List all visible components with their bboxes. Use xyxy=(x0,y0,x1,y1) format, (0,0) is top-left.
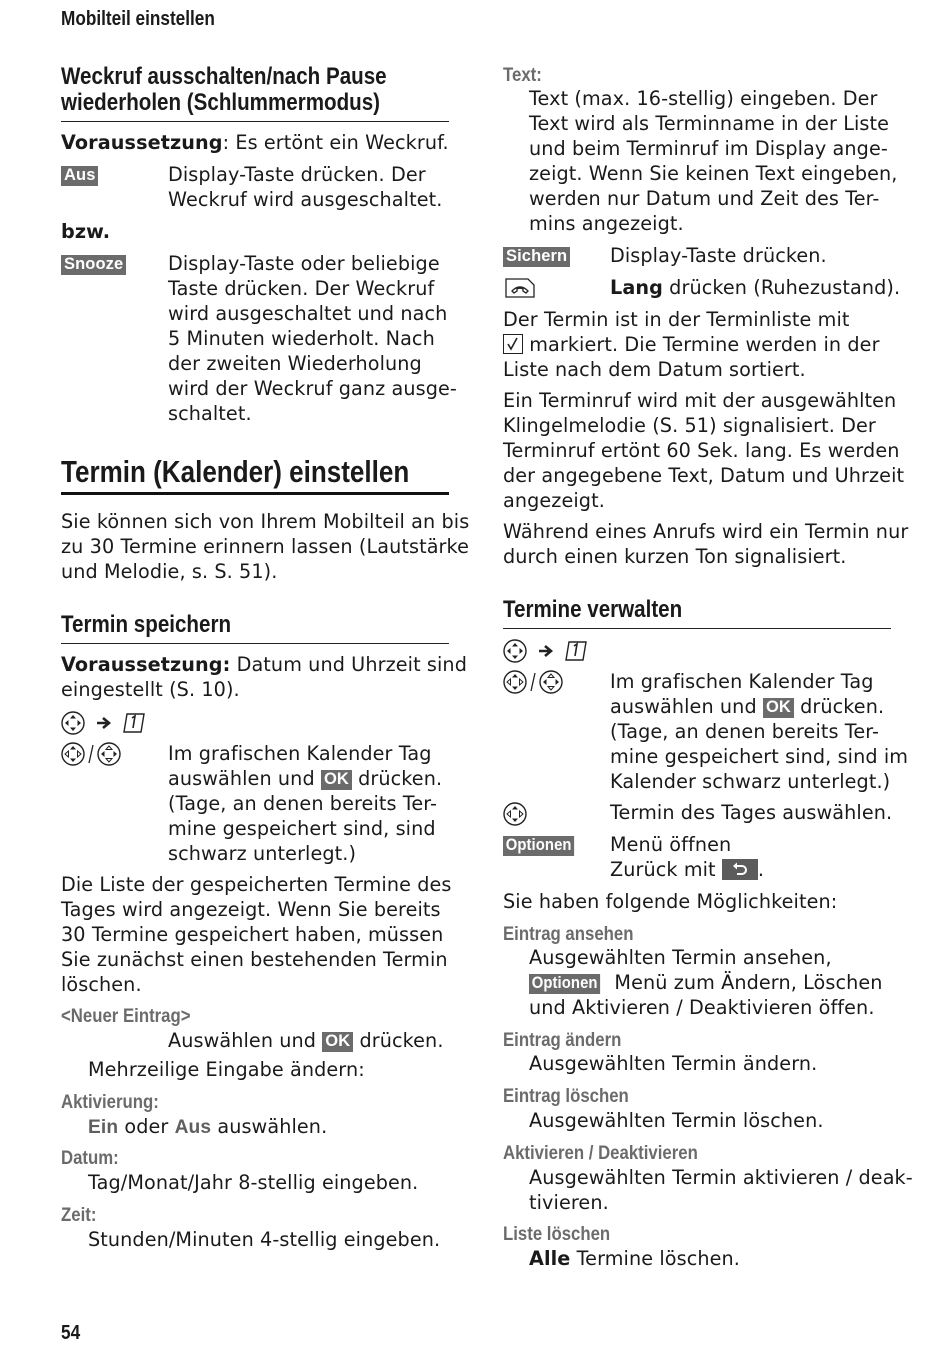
time-label-wrap xyxy=(61,1203,102,1227)
multiline-edit-text: Mehrzeilige Eingabe ändern: xyxy=(88,1058,365,1081)
lang-text: Lang xyxy=(610,276,663,299)
options-desc: Menü öffnen xyxy=(610,833,732,856)
snooze-desc-line: wird ausgeschaltet und nach xyxy=(168,302,448,325)
clear-rest: Termine löschen. xyxy=(570,1247,740,1270)
date-desc: Tag/Monat/Jahr 8-stellig eingeben. xyxy=(88,1171,419,1194)
activation-label-wrap xyxy=(61,1090,175,1114)
end-key-desc xyxy=(610,275,900,300)
ok-key[interactable]: OK xyxy=(322,1032,353,1052)
optionen-display-key[interactable]: Optionen xyxy=(503,836,574,856)
manage-select-post: drücken. xyxy=(793,695,885,718)
text-label: Text: xyxy=(503,64,542,86)
new-entry-label-wrap xyxy=(61,1004,212,1028)
view-label-wrap xyxy=(503,922,655,946)
text-desc-line: Text wird als Terminname in der Liste xyxy=(529,112,890,135)
back-post: . xyxy=(757,858,765,881)
list-para-line: löschen. xyxy=(61,973,142,996)
ok-key[interactable]: OK xyxy=(763,698,794,718)
edit-label-wrap xyxy=(503,1028,641,1052)
optionen-display-key[interactable]: Optionen xyxy=(529,974,600,994)
calendar-intro-line: zu 30 Termine erinnern lassen (Lautstärke xyxy=(61,535,469,558)
clear-list-option[interactable]: Liste löschen xyxy=(503,1223,611,1245)
back-text: Zurück mit xyxy=(610,858,722,881)
list-para-line: Die Liste der gespeicherten Termine des xyxy=(61,873,452,896)
delete-label-wrap xyxy=(503,1084,649,1108)
nav-keys-icon xyxy=(503,669,565,695)
activation-label: Aktivierung: xyxy=(61,1091,159,1113)
or-label: bzw. xyxy=(61,220,111,243)
snooze-prerequisite xyxy=(61,130,449,155)
running-head: Mobilteil einstellen xyxy=(61,8,215,30)
alle-text: Alle xyxy=(529,1247,571,1270)
marked-line2-text: markiert. Die Termine werden in der xyxy=(523,333,880,356)
page-number: 54 xyxy=(61,1322,81,1344)
activation-desc xyxy=(88,1114,327,1140)
manage-section-title: Termine verwalten xyxy=(503,596,683,623)
time-desc: Stunden/Minuten 4-stellig eingeben. xyxy=(88,1228,441,1251)
aus-desc-line2: Weckruf wird ausgeschaltet. xyxy=(168,188,443,211)
manage-title-rule xyxy=(503,628,891,629)
sichern-display-key[interactable]: Sichern xyxy=(503,247,570,267)
save-prereq-text: Datum und Uhrzeit sind xyxy=(230,653,467,676)
save-key-row xyxy=(503,243,570,268)
nav-key-pair[interactable] xyxy=(61,741,123,771)
snooze-title-rule xyxy=(61,121,449,122)
toggle-label-wrap xyxy=(503,1141,730,1165)
save-prereq-label: Voraussetzung: xyxy=(61,653,231,676)
choose-desc: Termin des Tages auswählen. xyxy=(610,801,893,824)
prereq-text: : Es ertönt ein Weckruf. xyxy=(222,131,449,154)
snooze-display-key[interactable]: Snooze xyxy=(61,255,126,275)
menu-path xyxy=(61,710,157,740)
updown-key[interactable] xyxy=(503,801,529,831)
delete-desc: Ausgewählten Termin löschen. xyxy=(529,1109,824,1132)
edit-entry-option[interactable]: Eintrag ändern xyxy=(503,1029,622,1051)
aus-desc-line1: Display-Taste drücken. Der xyxy=(168,163,426,186)
list-para-line: Tages wird angezeigt. Wenn Sie bereits xyxy=(61,898,441,921)
snooze-section-title-line2: wiederholen (Schlummermodus) xyxy=(61,89,381,116)
view-line2 xyxy=(529,970,883,995)
calendar-section-title: Termin (Kalender) einstellen xyxy=(61,454,410,489)
new-entry-post: drücken. xyxy=(353,1029,444,1052)
new-entry-pre: Auswählen und xyxy=(168,1029,323,1052)
view-line2-text: Menü zum Ändern, Löschen xyxy=(608,971,883,994)
end-key[interactable] xyxy=(503,276,537,304)
nav-to-calendar-icon xyxy=(61,710,157,736)
edit-desc: Ausgewählten Termin ändern. xyxy=(529,1052,818,1075)
snooze-desc-line: 5 Minuten wiederholt. Nach xyxy=(168,327,435,350)
save-section-title: Termin speichern xyxy=(61,611,232,638)
save-select-rest-line: schwarz unterlegt.) xyxy=(168,842,357,865)
text-label-wrap xyxy=(503,63,548,87)
aus-key-row xyxy=(61,162,98,187)
save-select-pre: auswählen und xyxy=(168,767,321,790)
ok-key[interactable]: OK xyxy=(321,770,352,790)
manage-select-rest-line: mine gespeichert sind, sind im xyxy=(610,745,909,768)
time-label: Zeit: xyxy=(61,1204,97,1226)
clear-label-wrap xyxy=(503,1222,628,1246)
nav-to-calendar-icon xyxy=(503,638,599,664)
view-entry-option[interactable]: Eintrag ansehen xyxy=(503,923,634,945)
possibilities-text: Sie haben folgende Möglichkeiten: xyxy=(503,890,838,913)
ein-option[interactable]: Ein xyxy=(88,1117,119,1138)
marked-line1: Der Termin ist in der Terminliste mit xyxy=(503,308,850,331)
ring-para-line: Klingelmelodie (S. 51) signalisiert. Der xyxy=(503,414,876,437)
snooze-key-row xyxy=(61,251,126,276)
checkmark-icon xyxy=(503,334,523,354)
end-call-key-icon xyxy=(503,276,537,300)
back-line xyxy=(610,857,764,882)
call-para-line: Während eines Anrufs wird ein Termin nur xyxy=(503,520,909,543)
save-select-line2 xyxy=(168,766,442,791)
save-select-line1: Im grafischen Kalender Tag xyxy=(168,742,432,765)
manage-select-rest-line: (Tage, an denen bereits Ter- xyxy=(610,720,880,743)
ring-para-line: Ein Terminruf wird mit der ausgewählten xyxy=(503,389,897,412)
save-prereq-line2: eingestellt (S. 10). xyxy=(61,678,240,701)
undo-arrow-icon xyxy=(732,861,748,877)
ring-para-line: Terminruf ertönt 60 Sek. lang. Es werden xyxy=(503,439,900,462)
manage-menu-path xyxy=(503,638,599,668)
calendar-intro-line: und Melodie, s. S. 51). xyxy=(61,560,278,583)
save-key-desc: Display-Taste drücken. xyxy=(610,244,827,267)
text-desc-line: mins angezeigt. xyxy=(529,212,684,235)
manage-select-rest-line: Kalender schwarz unterlegt.) xyxy=(610,770,891,793)
manage-select-line1: Im grafischen Kalender Tag xyxy=(610,670,874,693)
save-select-post: drücken. xyxy=(351,767,443,790)
date-label-wrap xyxy=(61,1146,128,1170)
text-desc-line: und beim Terminruf im Display ange- xyxy=(529,137,888,160)
manage-select-pre: auswählen und xyxy=(610,695,763,718)
toggle-line2: tivieren. xyxy=(529,1191,609,1214)
aus-display-key[interactable]: Aus xyxy=(61,166,98,186)
clear-desc xyxy=(529,1246,740,1271)
list-para-line: Sie zunächst einen bestehenden Termin xyxy=(61,948,448,971)
toggle-entry-option[interactable]: Aktivieren / Deaktivieren xyxy=(503,1142,698,1164)
calendar-title-rule xyxy=(61,492,449,495)
prereq-label: Voraussetzung xyxy=(61,131,223,154)
text-desc-line: werden nur Datum und Zeit des Ter- xyxy=(529,187,880,210)
save-select-rest-line: mine gespeichert sind, sind xyxy=(168,817,436,840)
manage-select-line2 xyxy=(610,694,884,719)
text-desc-line: Text (max. 16-stellig) eingeben. Der xyxy=(529,87,878,110)
text-desc-line: zeigt. Wenn Sie keinen Text eingeben, xyxy=(529,162,898,185)
activation-post: auswählen. xyxy=(211,1115,328,1138)
call-para-line: durch einen kurzen Ton signalisiert. xyxy=(503,545,847,568)
save-prerequisite xyxy=(61,652,467,677)
toggle-line1: Ausgewählten Termin aktivieren / deak- xyxy=(529,1166,913,1189)
snooze-desc-line: schaltet. xyxy=(168,402,252,425)
save-select-rest-line: (Tage, an denen bereits Ter- xyxy=(168,792,438,815)
new-entry-label[interactable]: <Neuer Eintrag> xyxy=(61,1005,191,1027)
marked-line3: Liste nach dem Datum sortiert. xyxy=(503,358,806,381)
list-para-line: 30 Termine gespeichert haben, müssen xyxy=(61,923,444,946)
manage-nav-key-pair[interactable] xyxy=(503,669,565,699)
snooze-section-title-line1: Weckruf ausschalten/nach Pause xyxy=(61,63,387,90)
snooze-desc-line: der zweiten Wiederholung xyxy=(168,352,422,375)
delete-entry-option[interactable]: Eintrag löschen xyxy=(503,1085,629,1107)
view-line3: und Aktivieren / Deaktivieren öffen. xyxy=(529,996,875,1019)
snooze-desc-line: Display-Taste oder beliebige xyxy=(168,252,440,275)
view-line1: Ausgewählten Termin ansehen, xyxy=(529,946,832,969)
calendar-intro-line: Sie können sich von Ihrem Mobilteil an bis xyxy=(61,510,470,533)
options-key-row xyxy=(503,832,582,857)
back-key[interactable] xyxy=(722,859,758,880)
end-rest: drücken (Ruhezustand). xyxy=(662,276,901,299)
aus-option[interactable]: Aus xyxy=(174,1117,212,1138)
nav-updown-icon xyxy=(503,801,529,827)
activation-oder: oder xyxy=(118,1115,175,1138)
date-label: Datum: xyxy=(61,1147,119,1169)
nav-keys-icon xyxy=(61,741,123,767)
ring-para-line: der angegebene Text, Datum und Uhrzeit xyxy=(503,464,905,487)
snooze-desc-line: Taste drücken. Der Weckruf xyxy=(168,277,435,300)
marked-line2 xyxy=(503,332,880,357)
new-entry-desc xyxy=(168,1028,444,1053)
snooze-desc-line: wird der Weckruf ganz ausge- xyxy=(168,377,457,400)
save-title-rule xyxy=(61,643,449,644)
ring-para-line: angezeigt. xyxy=(503,489,605,512)
